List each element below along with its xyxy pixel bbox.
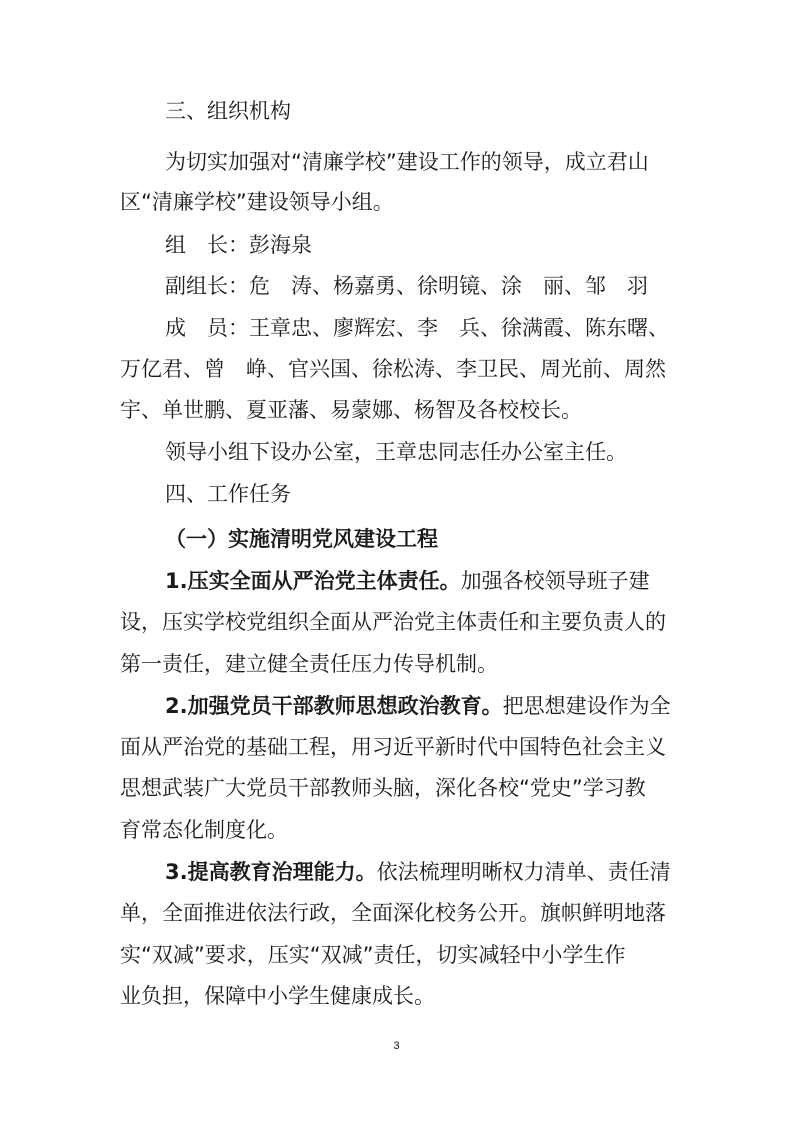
paragraph-line: 第一责任，建立健全责任压力传导机制。 bbox=[120, 652, 498, 676]
paragraph-line: 为切实加强对“清廉学校”建设工作的领导，成立君山 bbox=[165, 150, 649, 174]
task-item-2-first-line bbox=[165, 692, 680, 720]
task-item-1-text: 加强各校领导班子建 bbox=[460, 569, 650, 593]
members-line: 宇、单世鹏、夏亚藩、易蒙娜、杨智及各校校长。 bbox=[120, 398, 582, 422]
task-item-1-title: 1.压实全面从严治党主体责任。 bbox=[165, 569, 461, 593]
task-item-3-text: 依法梳理明晰权力清单、责任清 bbox=[376, 860, 671, 884]
paragraph-line: 实“双减”要求，压实“双减”责任，切实减轻中小学生作 bbox=[120, 943, 626, 967]
task-item-1-first-line bbox=[165, 567, 680, 595]
page-number: 3 bbox=[393, 1040, 400, 1052]
task-item-2-text: 把思想建设作为全 bbox=[502, 694, 671, 718]
section-heading-organization: 三、组织机构 bbox=[165, 99, 291, 123]
subsection-heading: （一）实施清明党风建设工程 bbox=[165, 527, 438, 551]
task-item-3-first-line bbox=[165, 858, 680, 886]
deputy-leaders-line: 副组长：危 涛、杨嘉勇、徐明镜、涂 丽、邹 羽 bbox=[165, 274, 648, 298]
paragraph-line: 单，全面推进依法行政，全面深化校务公开。旗帜鲜明地落 bbox=[120, 901, 666, 925]
paragraph-line: 育常态化制度化。 bbox=[120, 818, 288, 842]
section-heading-tasks: 四、工作任务 bbox=[165, 482, 291, 506]
members-line: 成 员：王章忠、廖辉宏、李 兵、徐满霞、陈东曙、 bbox=[165, 316, 669, 340]
paragraph-line: 思想武装广大党员干部教师头脑，深化各校“党史”学习教 bbox=[120, 776, 646, 800]
paragraph-line: 区“清廉学校”建设领导小组。 bbox=[120, 190, 394, 214]
paragraph-line: 业负担，保障中小学生健康成长。 bbox=[120, 984, 435, 1008]
paragraph-line: 面从严治党的基础工程，用习近平新时代中国特色社会主义 bbox=[120, 735, 666, 759]
task-item-3-title: 3.提高教育治理能力。 bbox=[165, 860, 377, 884]
task-item-2-title: 2.加强党员干部教师思想政治教育。 bbox=[165, 694, 503, 718]
leader-line: 组 长：彭海泉 bbox=[165, 233, 312, 257]
office-line: 领导小组下设办公室，王章忠同志任办公室主任。 bbox=[165, 440, 627, 464]
paragraph-line: 设，压实学校党组织全面从严治党主体责任和主要负责人的 bbox=[120, 610, 666, 634]
members-line: 万亿君、曾 峥、官兴国、徐松涛、李卫民、周光前、周然 bbox=[120, 357, 666, 381]
